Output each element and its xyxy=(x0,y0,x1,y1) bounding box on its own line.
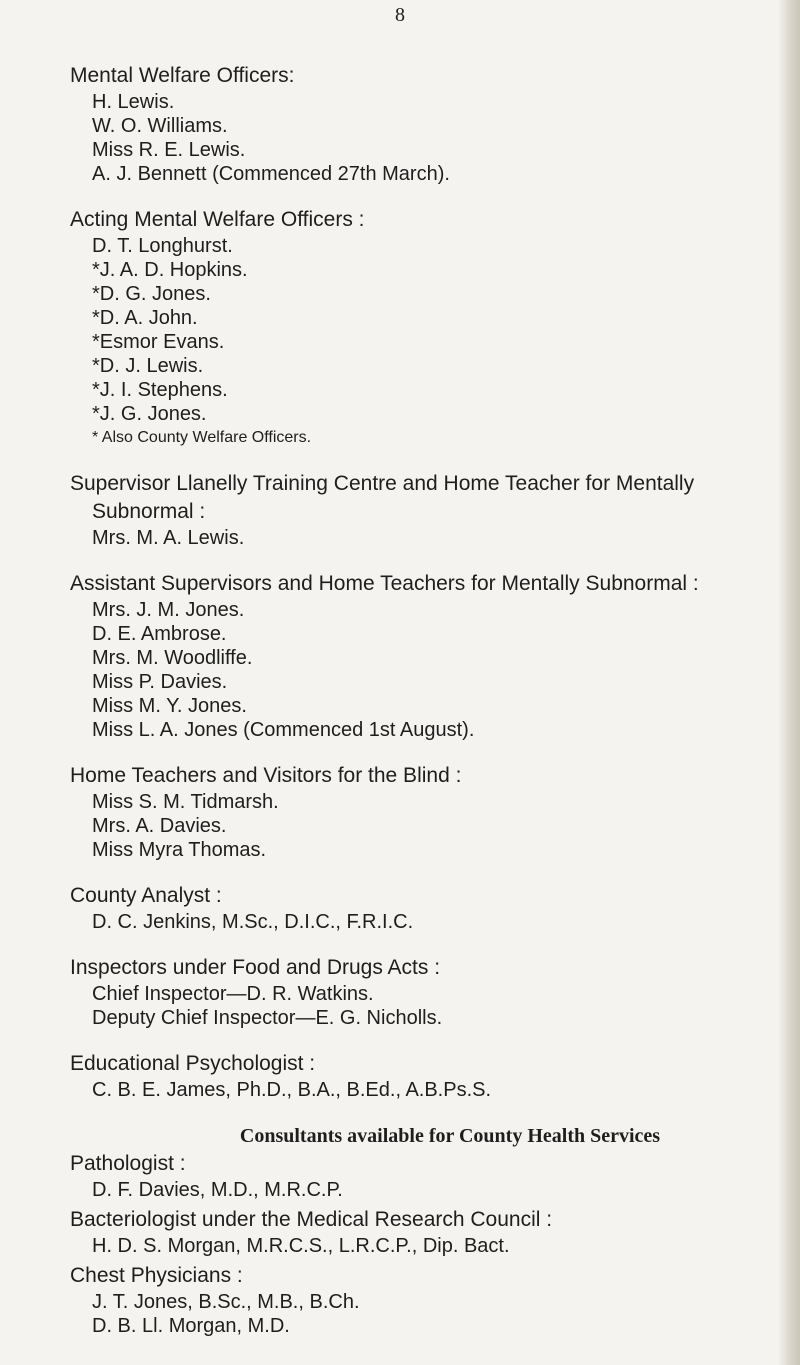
section-heading: Inspectors under Food and Drugs Acts : xyxy=(70,956,441,979)
name-list xyxy=(70,790,790,862)
list-item: D. C. Jenkins, M.Sc., D.I.C., F.R.I.C. xyxy=(92,911,414,933)
section-inspectors xyxy=(70,954,790,1030)
list-item: Mrs. J. M. Jones. xyxy=(92,599,245,621)
name-list xyxy=(70,90,790,186)
list-item: *D. A. John. xyxy=(92,307,198,329)
section-home-teachers-blind xyxy=(70,762,790,862)
section-heading xyxy=(70,470,790,526)
name-list xyxy=(70,1078,790,1102)
section-county-analyst xyxy=(70,882,790,934)
list-item: Miss M. Y. Jones. xyxy=(92,695,247,717)
name-list xyxy=(70,1234,790,1258)
section-supervisor xyxy=(70,470,790,550)
list-item: Mrs. M. A. Lewis. xyxy=(92,527,245,549)
section-heading: Chest Physicians : xyxy=(70,1264,243,1287)
name-list xyxy=(70,1290,790,1338)
section-mental-welfare xyxy=(70,62,790,186)
section-heading: Home Teachers and Visitors for the Blind : xyxy=(70,764,462,787)
section-heading: Assistant Supervisors and Home Teachers for Mentally Subnormal : xyxy=(70,572,699,595)
section-heading: Acting Mental Welfare Officers : xyxy=(70,208,365,231)
section-heading: Educational Psychologist : xyxy=(70,1052,316,1075)
list-item: Miss L. A. Jones (Commenced 1st August). xyxy=(92,719,475,741)
name-list xyxy=(70,1178,790,1202)
name-list xyxy=(70,598,790,742)
list-item: H. Lewis. xyxy=(92,91,175,113)
name-list xyxy=(70,910,790,934)
consultants-title: Consultants available for County Health Services xyxy=(239,1125,661,1147)
name-list xyxy=(70,526,790,550)
section-heading: County Analyst : xyxy=(70,884,222,907)
list-item: Miss S. M. Tidmarsh. xyxy=(92,791,279,813)
list-item: A. J. Bennett (Commenced 27th March). xyxy=(92,163,450,185)
name-list xyxy=(70,234,790,450)
list-item: Deputy Chief Inspector—E. G. Nicholls. xyxy=(92,1007,443,1029)
list-item: *J. G. Jones. xyxy=(92,403,207,425)
section-acting-mental-welfare xyxy=(70,206,790,450)
staff-list xyxy=(70,62,790,1342)
list-item: *D. G. Jones. xyxy=(92,283,211,305)
list-item: D. E. Ambrose. xyxy=(92,623,227,645)
list-item: *J. I. Stephens. xyxy=(92,379,228,401)
name-list xyxy=(70,982,790,1030)
list-item: Miss P. Davies. xyxy=(92,671,228,693)
list-item: H. D. S. Morgan, M.R.C.S., L.R.C.P., Dip. Bact. xyxy=(92,1235,510,1257)
section-heading: Mental Welfare Officers: xyxy=(70,64,295,87)
list-item: C. B. E. James, Ph.D., B.A., B.Ed., A.B.Ps.S. xyxy=(92,1079,492,1101)
list-item: Mrs. A. Davies. xyxy=(92,815,227,837)
heading-line-1: Supervisor Llanelly Training Centre and Home Teacher for Mentally xyxy=(70,472,695,495)
list-item: Chief Inspector—D. R. Watkins. xyxy=(92,983,374,1005)
list-item: D. B. Ll. Morgan, M.D. xyxy=(92,1315,290,1337)
section-chest-physicians xyxy=(70,1262,790,1338)
list-item: D. T. Longhurst. xyxy=(92,235,233,257)
list-item: W. O. Williams. xyxy=(92,115,228,137)
list-item: D. F. Davies, M.D., M.R.C.P. xyxy=(92,1179,343,1201)
section-pathologist xyxy=(70,1150,790,1202)
section-assistant-supervisors xyxy=(70,570,790,742)
list-item: J. T. Jones, B.Sc., M.B., B.Ch. xyxy=(92,1291,360,1313)
list-item: *D. J. Lewis. xyxy=(92,355,204,377)
list-item: *J. A. D. Hopkins. xyxy=(92,259,248,281)
section-heading: Pathologist : xyxy=(70,1152,186,1175)
section-bacteriologist xyxy=(70,1206,790,1258)
list-item: Miss R. E. Lewis. xyxy=(92,139,246,161)
heading-line-2: Subnormal : xyxy=(92,500,206,523)
page-number: 8 xyxy=(395,4,405,26)
section-psychologist xyxy=(70,1050,790,1102)
list-item: Mrs. M. Woodliffe. xyxy=(92,647,253,669)
section-heading: Bacteriologist under the Medical Research Council : xyxy=(70,1208,553,1231)
list-item: Miss Myra Thomas. xyxy=(92,839,267,861)
footnote: * Also County Welfare Officers. xyxy=(92,429,312,446)
list-item: *Esmor Evans. xyxy=(92,331,225,353)
